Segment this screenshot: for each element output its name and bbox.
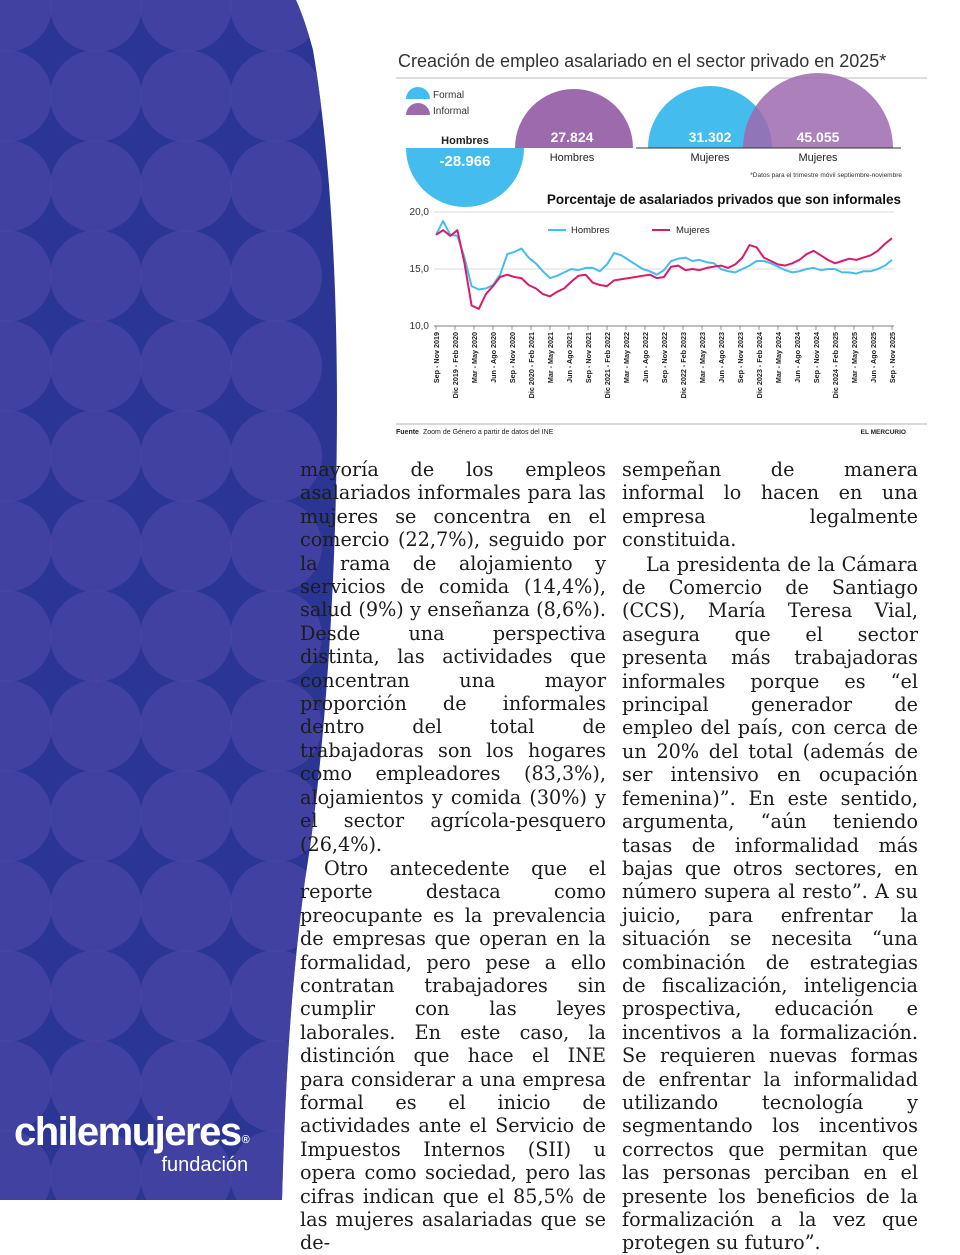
employment-figure <box>396 40 936 438</box>
pattern-circle <box>50 950 142 1042</box>
x-tick-label: Dic 2021 - Feb 2022 <box>603 332 612 399</box>
pattern-circle <box>140 230 232 322</box>
pattern-circle <box>50 140 142 232</box>
pattern-circle <box>140 860 232 952</box>
x-tick-label: Jun - Ago 2021 <box>565 332 574 383</box>
pattern-circle <box>50 590 142 682</box>
article-paragraph: La presidenta de la Cámara de Comercio de Santiago (CCS), María Teresa Vial, asegura que el sector presenta más trabajadoras informales porque es “el principal generador de empleo del país, con cerca de un 20% del total (además de ser intensivo en ocupación femenina)”. En este sentido, argumenta, “aún teniendo tasas de informalidad más bajas que otros sectores, en número supera al resto”. A su juicio, para enfrentar la situación se necesita “una combinación de estrategias de fiscalización, inteligencia prospectiva, educación e incentivos a la formalización. Se requieren nuevas formas de enfrentar la informalidad utilizando tecnología y segmentando los incentivos correctos que permitan que las personas perciban en el presente los beneficios de la formalización a la vez que protegen su futuro”. <box>622 552 918 1255</box>
legend-mujeres-label: Mujeres <box>676 225 710 236</box>
legend-hombres-label: Hombres <box>571 225 610 236</box>
pattern-circle <box>50 500 142 592</box>
x-tick-label: Dic 2022 - Feb 2023 <box>679 332 688 399</box>
pattern-circle <box>140 50 232 142</box>
x-tick-label: Dic 2019 - Feb 2020 <box>451 332 460 399</box>
x-tick-label: Mar - May 2020 <box>470 332 479 384</box>
pattern-circle <box>140 500 232 592</box>
pattern-circle <box>140 320 232 412</box>
bubble-hombres-formal-label: Hombres <box>441 135 489 147</box>
series-line-hombres <box>436 221 892 289</box>
pattern-circle <box>230 320 322 412</box>
article-column-left <box>300 458 606 1255</box>
legend <box>406 87 469 117</box>
bubble-hombres-informal-value: 27.824 <box>550 129 594 145</box>
pattern-circle <box>50 320 142 412</box>
y-tick-label: 20,0 <box>409 207 429 218</box>
x-tick-label: Sep - Nov 2019 <box>432 332 441 384</box>
pattern-circle <box>230 140 322 232</box>
bubble-mujeres-informal-value: 45.055 <box>796 129 840 145</box>
bubble-mujeres-formal-value: 31.302 <box>688 129 732 145</box>
legend-formal-swatch <box>406 87 430 99</box>
x-tick-label: Sep - Nov 2024 <box>812 332 821 384</box>
brand-subtitle: fundación <box>161 1154 249 1176</box>
bubble-hombres-formal-value: -28.966 <box>439 153 491 170</box>
pattern-circle <box>140 680 232 772</box>
x-tick-label: Mar - May 2021 <box>546 332 555 384</box>
x-tick-label: Mar - May 2023 <box>698 332 707 384</box>
x-tick-label: Mar - May 2025 <box>850 332 859 384</box>
article-paragraph: Otro antecedente que el reporte destaca como preocupante es la prevalencia de empresas que operan en la formalidad, pero pese a ello contratan trabajadores sin cumplir con las leyes laborales. En este caso, la distinción que hace el INE para considerar a una empresa formal es el inicio de actividades ante el Servicio de Impuestos Internos (SII) u opera como sociedad, pero las cifras indican que el 85,5% de las mujeres asalariadas que se de- <box>300 856 606 1255</box>
x-tick-label: Jun - Ago 2022 <box>641 332 650 383</box>
pattern-circle <box>50 680 142 772</box>
bubble-hombres-informal-label: Hombres <box>549 152 595 164</box>
legend-informal-swatch <box>406 103 430 115</box>
x-tick-label: Sep - Nov 2025 <box>888 332 897 384</box>
x-tick-label: Jun - Ago 2024 <box>793 332 802 383</box>
article-paragraph: mayoría de los empleos asalariados informales para las mujeres se concentra en el comercio (22,7%), seguido por la rama de alojamiento y servicios de comida (14,4%), salud (9%) y enseñanza (8,6%). Desde una perspectiva distinta, las actividades que concentran una mayor proporción de informales dentro del total de trabajadoras son los hogares como empleadores (83,3%), alojamientos y comida (30%) y el sector agrícola-pesquero (26,4%). <box>300 458 606 856</box>
article-column-right <box>622 458 918 1255</box>
figure-title: Creación de empleo asalariado en el sector privado en 2025* <box>398 51 887 71</box>
source-label: Fuente <box>396 429 419 436</box>
pattern-circle <box>50 50 142 142</box>
pattern-circle <box>50 770 142 862</box>
x-tick-label: Mar - May 2022 <box>622 332 631 384</box>
pattern-circle <box>50 860 142 952</box>
publisher-label: EL MERCURIO <box>860 429 906 436</box>
y-tick-label: 10,0 <box>409 321 429 332</box>
pattern-circle <box>140 590 232 682</box>
x-tick-label: Dic 2020 - Feb 2021 <box>527 332 536 399</box>
pattern-circle <box>230 50 322 142</box>
figure-footnote: *Datos para el trimestre móvil septiembre-noviembre <box>750 172 902 179</box>
article-paragraph: sempeñan de manera informal lo hacen en una empresa legalmente constituida. <box>622 458 918 552</box>
pattern-circle <box>140 410 232 502</box>
registered-mark: ® <box>241 1134 249 1146</box>
source-text: Zoom de Género a partir de datos del INE <box>423 429 554 436</box>
x-tick-label: Sep - Nov 2021 <box>584 332 593 384</box>
pattern-circle <box>140 140 232 232</box>
bubble-mujeres-informal-label: Mujeres <box>798 152 838 164</box>
x-tick-label: Jun - Ago 2025 <box>869 332 878 383</box>
pattern-circle <box>50 230 142 322</box>
legend-formal-label: Formal <box>433 90 465 101</box>
bubble-mujeres-formal-label: Mujeres <box>690 152 730 164</box>
y-tick-label: 15,0 <box>409 264 429 275</box>
legend-informal-label: Informal <box>433 106 470 117</box>
pattern-circle <box>50 410 142 502</box>
pattern-circle <box>140 770 232 862</box>
x-tick-label: Dic 2023 - Feb 2024 <box>755 332 764 399</box>
pattern-circle <box>140 950 232 1042</box>
line-chart-title: Porcentaje de asalariados privados que son informales <box>546 192 901 207</box>
x-tick-label: Sep - Nov 2023 <box>736 332 745 384</box>
x-tick-label: Sep - Nov 2022 <box>660 332 669 384</box>
brand-logo <box>14 1112 248 1176</box>
x-tick-label: Mar - May 2024 <box>774 332 783 384</box>
x-tick-label: Sep - Nov 2020 <box>508 332 517 384</box>
x-tick-label: Jun - Ago 2023 <box>717 332 726 383</box>
pattern-circle <box>230 230 322 322</box>
x-tick-label: Jun - Ago 2020 <box>489 332 498 383</box>
bubbles <box>406 73 901 207</box>
brand-name: chilemujeres® <box>14 1110 249 1154</box>
line-chart <box>410 207 897 398</box>
x-tick-label: Dic 2024 - Feb 2025 <box>831 332 840 399</box>
